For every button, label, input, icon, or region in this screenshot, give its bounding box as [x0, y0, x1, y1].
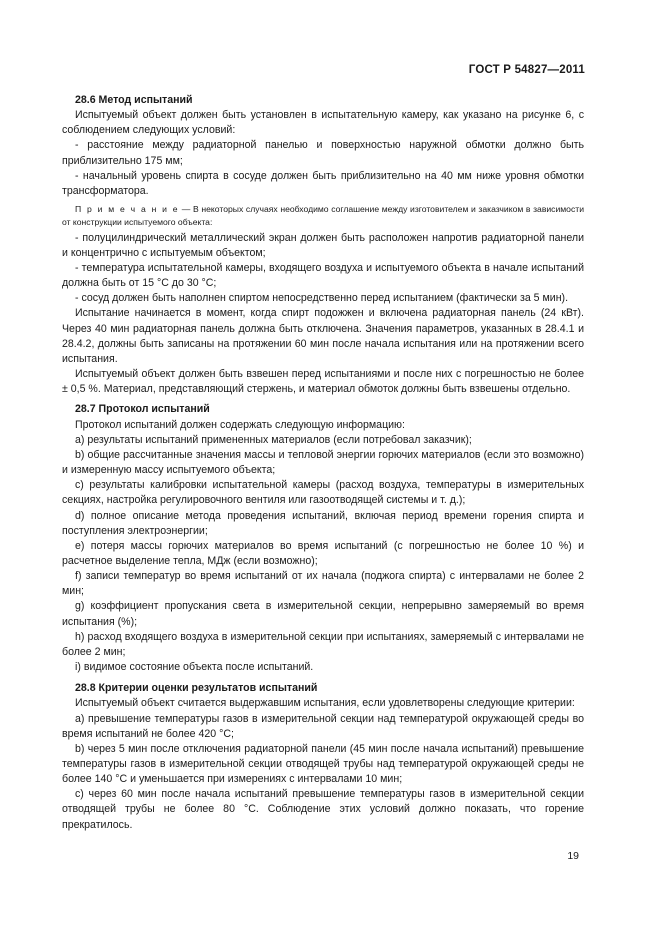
list-item: a) превышение температуры газов в измерительной секции над температурой окружающей среды во время испытаний не более 420 °C;	[62, 712, 584, 740]
paragraph: Испытуемый объект считается выдержавшим испытания, если удовлетворены следующие критерии:	[75, 697, 575, 710]
section-28-6-heading: 28.6 Метод испытаний	[75, 94, 193, 106]
list-item: - сосуд должен быть наполнен спиртом непосредственно перед испытанием (фактически за 5 мин).	[75, 292, 569, 305]
list-item: - начальный уровень спирта в сосуде должен быть приблизительно на 40 мм ниже уровня обмотки трансформатора.	[62, 169, 584, 197]
note	[62, 203, 584, 229]
list-item: f) записи температур во время испытаний от их начала (поджога спирта) с интервалами не более 2 мин;	[62, 570, 584, 598]
list-item: d) полное описание метода проведения испытаний, включая период времени горения спирта и поступления электроэнергии;	[62, 509, 584, 537]
list-item: - полуцилиндрический металлический экран должен быть расположен напротив радиаторной панели и концентрично с испытуемым объектом;	[62, 231, 584, 259]
paragraph: Испытуемый объект должен быть установлен в испытательную камеру, как указано на рисунке 6, с соблюдением следующих условий:	[62, 109, 584, 137]
page-number: 19	[567, 850, 579, 862]
list-item: b) общие рассчитанные значения массы и тепловой энергии горючих материалов (если это возможно) и измеренную массу испытуемого объекта;	[62, 448, 584, 477]
list-item: c) через 60 мин после начала испытаний превышение температуры газов в измерительной секции отводящей трубы не более 80 °C. Соблюдение этих условий должно показать, что горение прекратилось.	[62, 788, 584, 831]
list-item: c) результаты калибровки испытательной камеры (расход воздуха, температуры в измерительных секциях, настройка регулировочного вентиля или газоотводящей системы и т. д.);	[62, 479, 584, 507]
section-28-8-heading: 28.8 Критерии оценки результатов испытаний	[75, 682, 318, 695]
standard-code: ГОСТ Р 54827—2011	[468, 64, 585, 76]
paragraph: Испытуемый объект должен быть взвешен перед испытаниями и после них с погрешностью не более ± 0,5 %. Материал, представляющий стержень, и материал обмоток должны быть взвешены отдельно.	[62, 368, 584, 396]
list-item: a) результаты испытаний примененных материалов (если потребовал заказчик);	[75, 433, 472, 446]
section-28-7-heading: 28.7 Протокол испытаний	[75, 403, 210, 416]
list-item: e) потеря массы горючих материалов во время испытаний (с погрешностью не более 10 %) и расчетное выделение тепла, МДж (если возможно);	[62, 539, 584, 567]
note-label: П р и м е ч а н и е	[75, 204, 180, 215]
list-item: h) расход входящего воздуха в измерительной секции при испытаниях, замеряемый с интервалами не более 2 мин;	[62, 630, 584, 658]
paragraph: Протокол испытаний должен содержать следующую информацию:	[75, 418, 405, 431]
list-item: g) коэффициент пропускания света в измерительной секции, непрерывно замеряемый во время испытания (%);	[62, 600, 584, 628]
list-item: i) видимое состояние объекта после испытаний.	[75, 661, 314, 674]
paragraph: Испытание начинается в момент, когда спирт подожжен и включена радиаторная панель (24 кВт). Через 40 мин радиаторная панель должна быть отключена. Значения параметров, указанных в 28.4.1 и 28.4.2, должны быть записаны на протяжении 60 мин после начала испытания или на протяжении всего испытания.	[62, 307, 584, 365]
list-item: b) через 5 мин после отключения радиаторной панели (45 мин после начала испытаний) превышение температуры газов в измерительной секции отводящей трубы над температурой окружающей среды не более 140 °C и уменьшается при измерениях с интервалами 10 мин;	[62, 742, 584, 786]
list-item: - расстояние между радиаторной панелью и поверхностью наружной обмотки должно быть приблизительно 175 мм;	[62, 139, 584, 167]
note-text: — В некоторых случаях необходимо соглашение между изготовителем и заказчиком в зависимости от конструкции испытуемого объекта:	[62, 204, 584, 227]
page-content	[62, 93, 584, 833]
list-item: - температура испытательной камеры, входящего воздуха и испытуемого объекта в начале испытаний должна быть от 15 °C до 30 °C;	[62, 262, 584, 290]
